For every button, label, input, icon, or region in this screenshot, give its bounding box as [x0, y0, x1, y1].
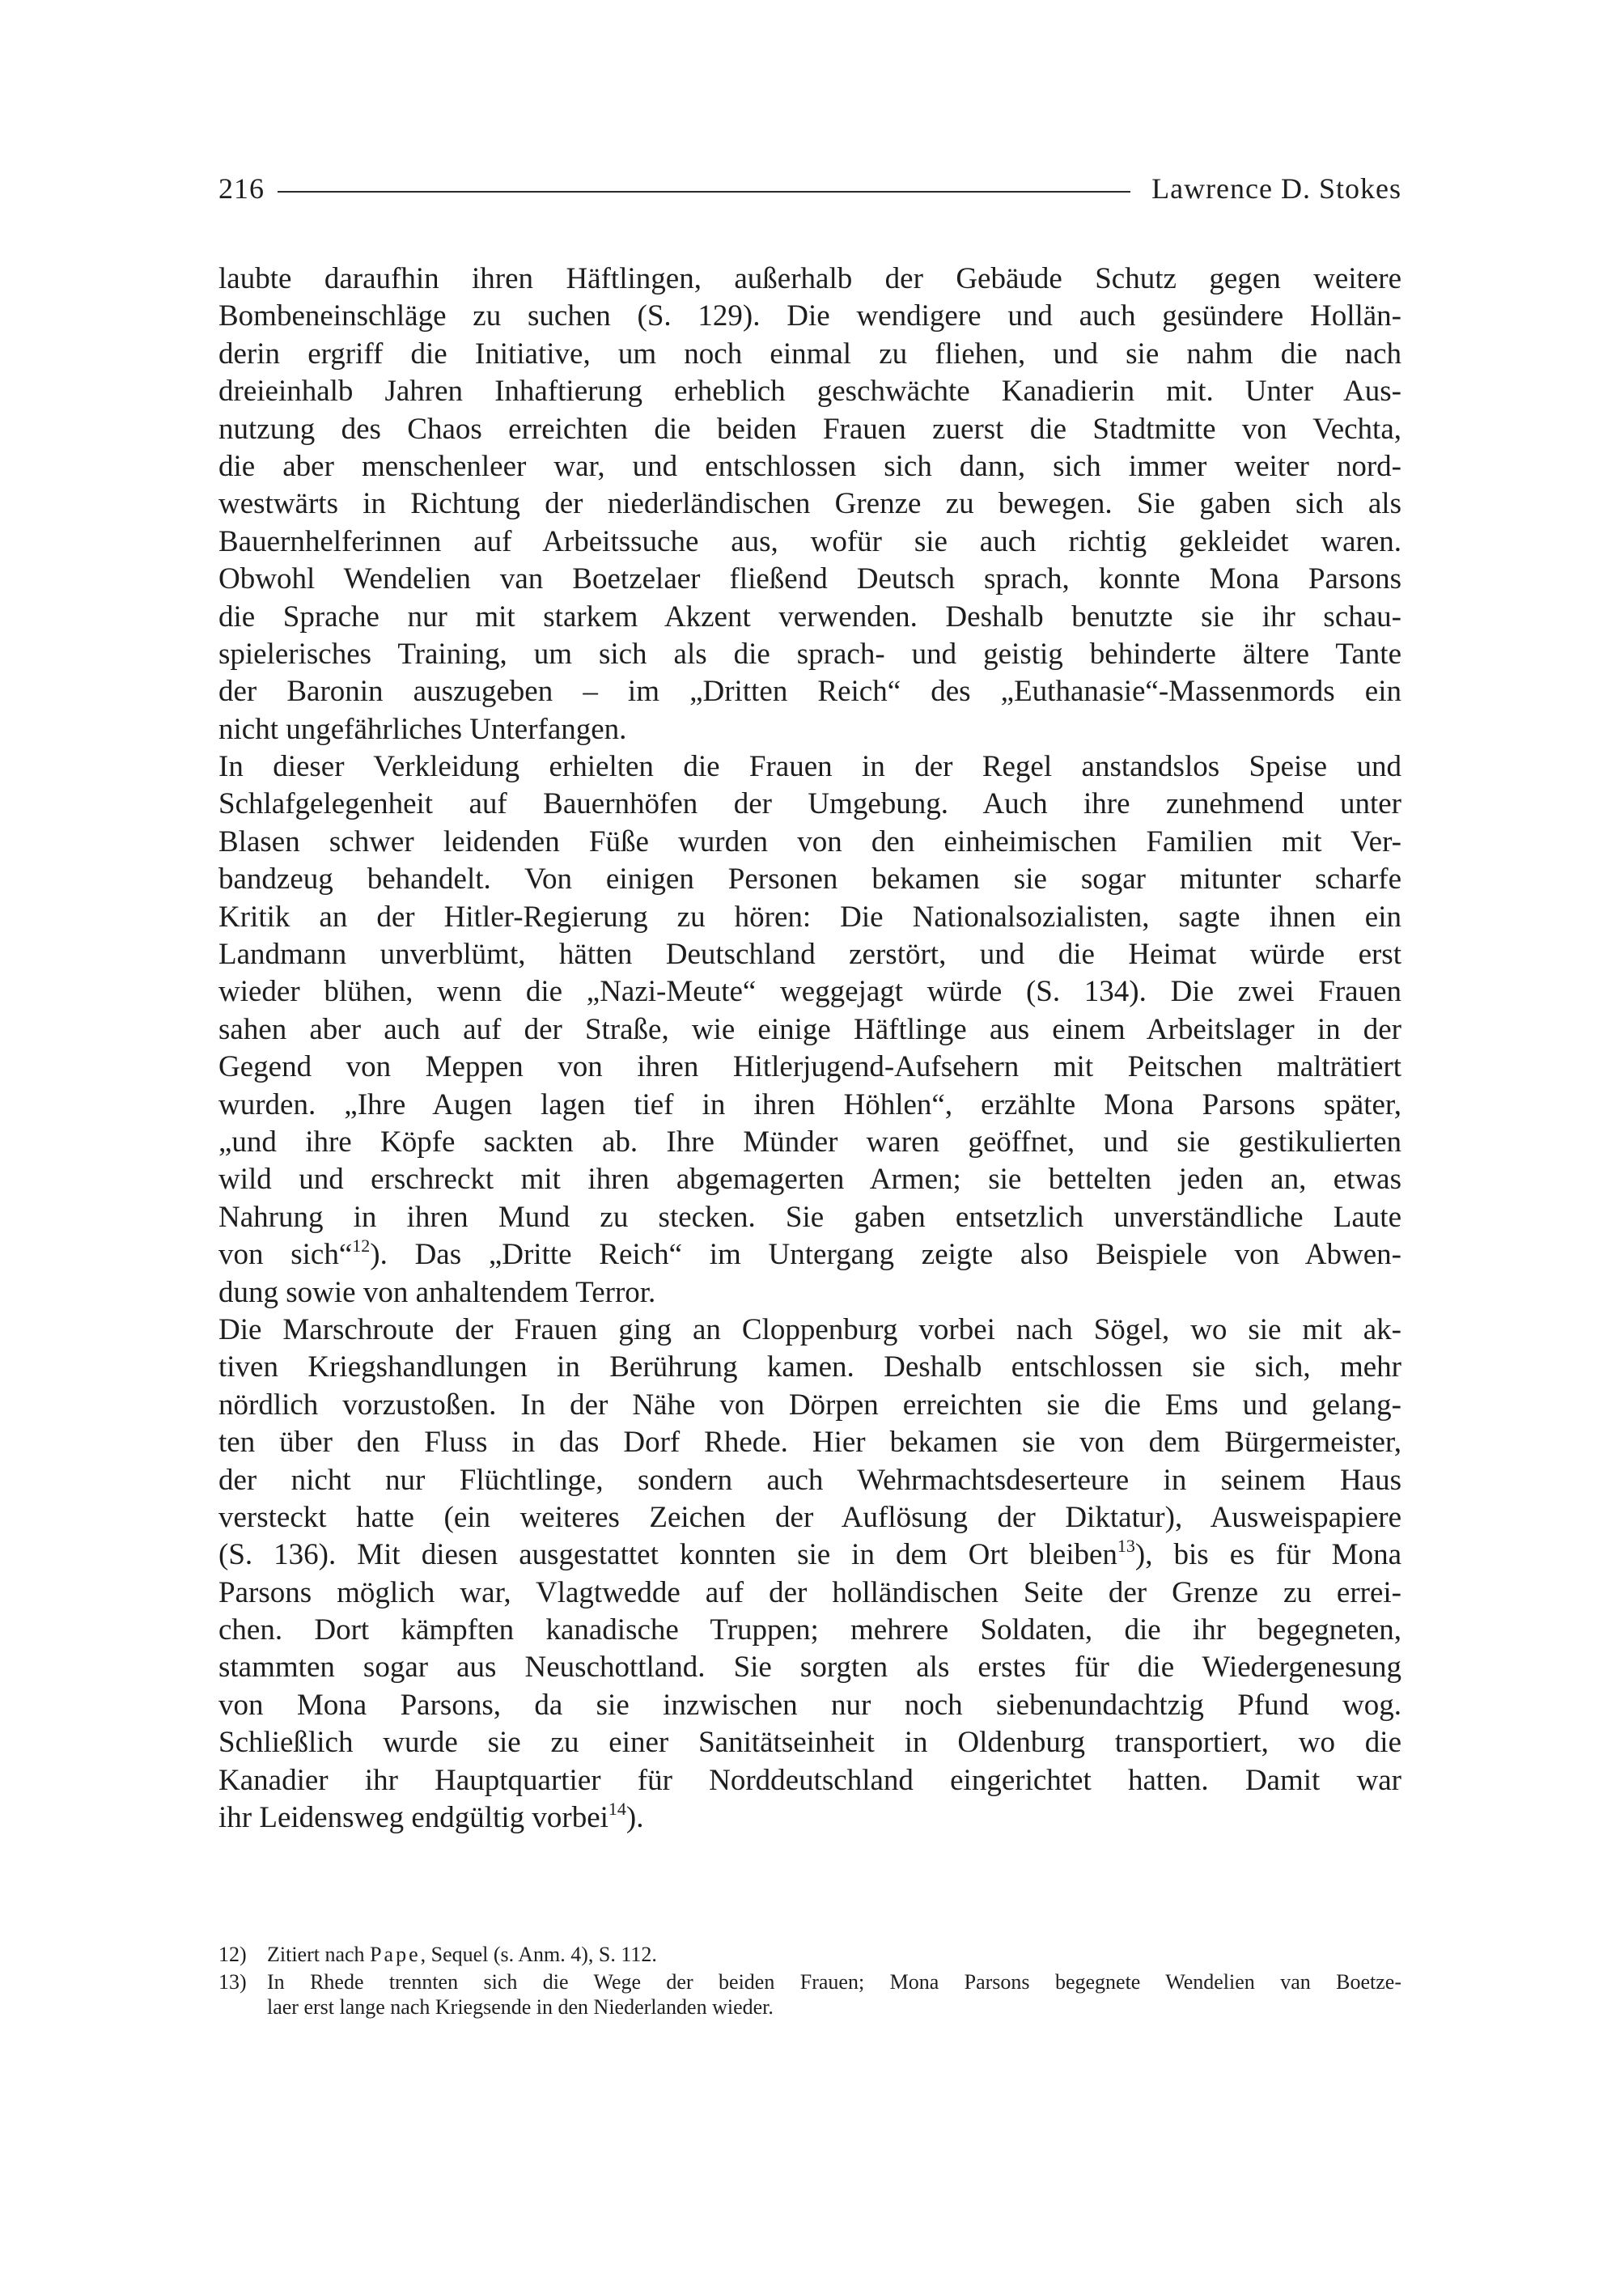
text-line: Gegend von Meppen von ihren Hitlerjugend-Aufsehern mit Peitschen malträtiert: [218, 1050, 1401, 1084]
text-fragment: , Sequel (s. Anm. 4), S. 112.: [420, 1943, 657, 1966]
text-line: ten über den Fluss in das Dorf Rhede. Hier bekamen sie von dem Bürgermeister,: [218, 1426, 1401, 1460]
body-text: [218, 261, 1401, 1837]
text-fragment: von sich“: [218, 1238, 353, 1272]
text-line: Kritik an der Hitler-Regierung zu hören: Die Nationalsozialisten, sagte ihnen ein: [218, 900, 1401, 934]
text-line: Obwohl Wendelien van Boetzelaer fließend Deutsch sprach, konnte Mona Parsons: [218, 562, 1401, 596]
text-line: Blasen schwer leidenden Füße wurden von den einheimischen Familien mit Ver-: [218, 824, 1401, 858]
text-fragment: ), bis es für Mona: [1134, 1538, 1401, 1572]
text-line: die Sprache nur mit starkem Akzent verwenden. Deshalb benutzte sie ihr schau-: [218, 600, 1401, 634]
text-line: laubte daraufhin ihren Häftlingen, außerhalb der Gebäude Schutz gegen weitere: [218, 262, 1401, 295]
footnote-text: [267, 1942, 1401, 1967]
text-line: dung sowie von anhaltendem Terror.: [218, 1275, 656, 1309]
text-fragment: Zitiert nach: [267, 1943, 371, 1966]
text-line: nicht ungefährliches Unterfangen.: [218, 712, 627, 746]
text-line: „und ihre Köpfe sackten ab. Ihre Münder waren geöffnet, und sie gestikulierten: [218, 1125, 1401, 1159]
footnote-12: [218, 1942, 1401, 1967]
text-line: In dieser Verkleidung erhielten die Frauen in der Regel anstandslos Speise und: [218, 750, 1401, 784]
running-head: [218, 166, 1401, 211]
text-line: Nahrung in ihren Mund zu stecken. Sie gaben entsetzlich unverständliche Laute: [218, 1200, 1401, 1234]
text-line: versteckt hatte (ein weiteres Zeichen der Auflösung der Diktatur), Ausweispapiere: [218, 1500, 1401, 1534]
footnote-text: [267, 1969, 1401, 2020]
text-fragment: (S. 136). Mit diesen ausgestattet konnten sie in dem Ort bleiben: [218, 1538, 1117, 1572]
text-line: Landmann unverblümt, hätten Deutschland zerstört, und die Heimat würde erst: [218, 938, 1401, 972]
text-line-with-footnote-ref: [218, 1536, 1401, 1574]
text-line: nördlich vorzustoßen. In der Nähe von Dörpen erreichten sie die Ems und gelang-: [218, 1388, 1401, 1422]
text-line: chen. Dort kämpften kanadische Truppen; mehrere Soldaten, die ihr begegneten,: [218, 1613, 1401, 1647]
text-line: bandzeug behandelt. Von einigen Personen bekamen sie sogar mitunter scharfe: [218, 863, 1401, 896]
cited-author: Pape: [370, 1943, 421, 1966]
text-line: tiven Kriegshandlungen in Berührung kamen. Deshalb entschlossen sie sich, mehr: [218, 1350, 1401, 1384]
paragraph: [218, 261, 1401, 748]
text-line: westwärts in Richtung der niederländischen Grenze zu bewegen. Sie gaben sich als: [218, 487, 1401, 521]
text-line-with-footnote-ref: [218, 1799, 1401, 1837]
text-line: wild und erschreckt mit ihren abgemagerten Armen; sie bettelten jeden an, etwas: [218, 1163, 1401, 1197]
footnote-line: In Rhede trennten sich die Wege der beiden Frauen; Mona Parsons begegnete Wendelien van Boetze-: [267, 1970, 1401, 1994]
text-line: der nicht nur Flüchtlinge, sondern auch Wehrmachtsdeserteure in seinem Haus: [218, 1463, 1401, 1497]
text-line: Bombeneinschläge zu suchen (S. 129). Die wendigere und auch gesündere Hollän-: [218, 299, 1401, 333]
footnote-ref-13[interactable]: 13: [1117, 1536, 1135, 1556]
text-line: nutzung des Chaos erreichten die beiden Frauen zuerst die Stadtmitte von Vechta,: [218, 412, 1401, 446]
text-line: Schlafgelegenheit auf Bauernhöfen der Umgebung. Auch ihre zunehmend unter: [218, 787, 1401, 821]
footnotes: [218, 1942, 1401, 2022]
text-line: Die Marschroute der Frauen ging an Cloppenburg vorbei nach Sögel, wo sie mit ak-: [218, 1312, 1401, 1346]
text-line-with-footnote-ref: [218, 1236, 1401, 1274]
text-line: Parsons möglich war, Vlagtwedde auf der holländischen Seite der Grenze zu errei-: [218, 1575, 1401, 1609]
footnote-line: laer erst lange nach Kriegsende in den Niederlanden wieder.: [267, 1995, 774, 2019]
text-line: stammten sogar aus Neuschottland. Sie sorgten als erstes für die Wiedergenesung: [218, 1651, 1401, 1685]
text-line: der Baronin auszugeben – im „Dritten Reich“ des „Euthanasie“-Massenmords ein: [218, 675, 1401, 709]
footnote-number: 13): [218, 1970, 247, 1994]
text-line: dreieinhalb Jahren Inhaftierung erheblich geschwächte Kanadierin mit. Unter Aus-: [218, 375, 1401, 409]
text-line: spielerisches Training, um sich als die sprach- und geistig behinderte ältere Tante: [218, 637, 1401, 671]
text-fragment: ). Das „Dritte Reich“ im Untergang zeigte also Beispiele von Abwen-: [370, 1238, 1401, 1272]
text-line: derin ergriff die Initiative, um noch einmal zu fliehen, und sie nahm die nach: [218, 337, 1401, 371]
header-rule: [278, 191, 1130, 193]
text-line: Kanadier ihr Hauptquartier für Norddeutschland eingerichtet hatten. Damit war: [218, 1763, 1401, 1797]
footnote-line: [267, 1942, 1401, 1967]
footnote-13: [218, 1969, 1401, 2020]
paragraph: [218, 748, 1401, 1312]
text-line: Schließlich wurde sie zu einer Sanitätseinheit in Oldenburg transportiert, wo die: [218, 1726, 1401, 1760]
text-line: sahen aber auch auf der Straße, wie einige Häftlinge aus einem Arbeitslager in der: [218, 1012, 1401, 1046]
footnote-ref-12[interactable]: 12: [352, 1236, 371, 1256]
text-line: Bauernhelferinnen auf Arbeitssuche aus, wofür sie auch richtig gekleidet waren.: [218, 524, 1401, 558]
paragraph: [218, 1312, 1401, 1837]
text-line: wurden. „Ihre Augen lagen tief in ihren Höhlen“, erzählte Mona Parsons später,: [218, 1087, 1401, 1121]
text-line: von Mona Parsons, da sie inzwischen nur noch siebenundachtzig Pfund wog.: [218, 1688, 1401, 1722]
page-number: 216: [218, 172, 265, 205]
footnote-number: 12): [218, 1943, 247, 1966]
text-fragment: ihr Leidensweg endgültig vorbei: [218, 1801, 608, 1835]
text-fragment: ).: [625, 1801, 644, 1835]
footnote-ref-14[interactable]: 14: [608, 1799, 626, 1819]
running-head-author: Lawrence D. Stokes: [1151, 172, 1401, 205]
text-line: wieder blühen, wenn die „Nazi-Meute“ weggejagt würde (S. 134). Die zwei Frauen: [218, 975, 1401, 1009]
text-line: die aber menschenleer war, und entschlossen sich dann, sich immer weiter nord-: [218, 449, 1401, 483]
